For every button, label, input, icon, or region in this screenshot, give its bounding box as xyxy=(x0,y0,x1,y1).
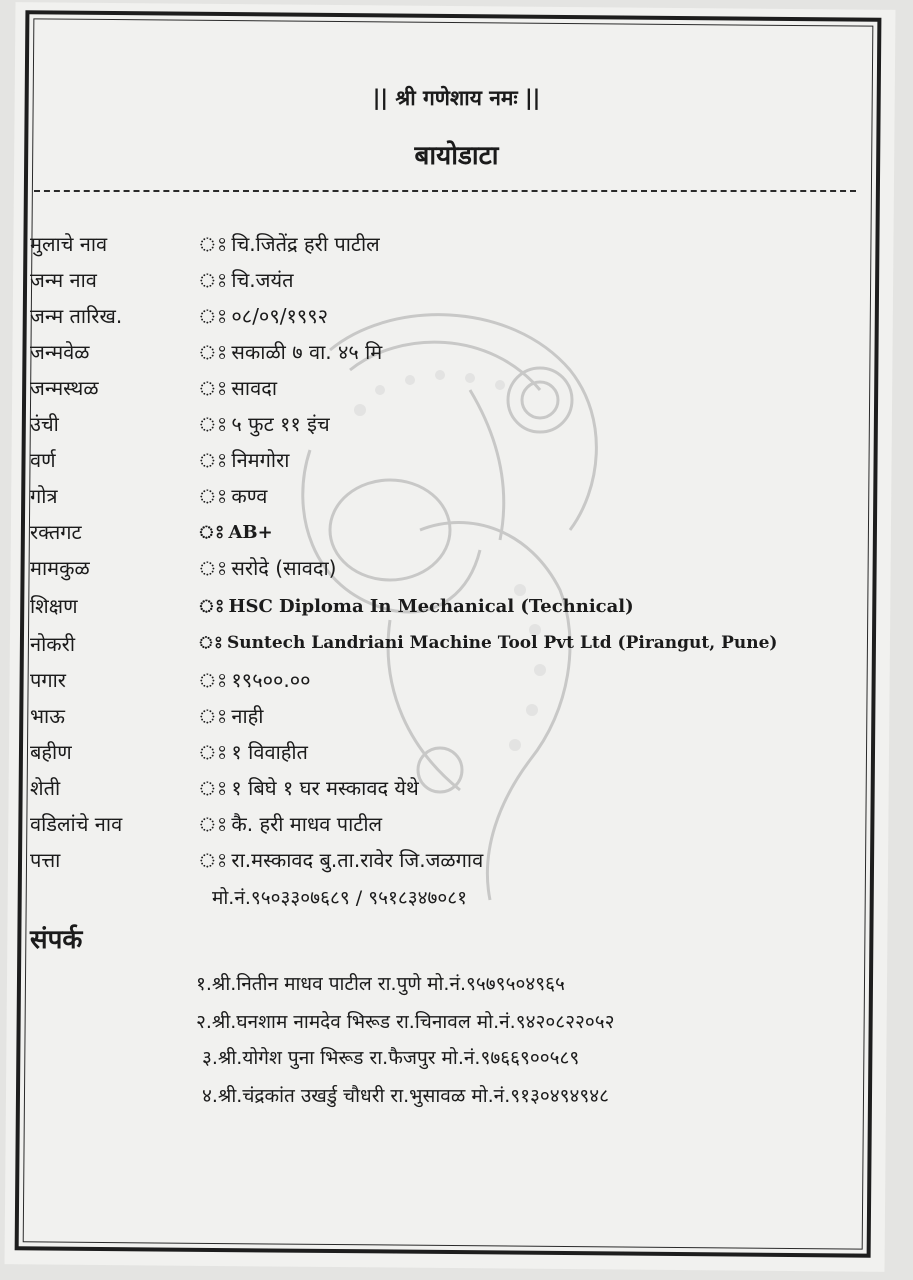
detail-value: ঃ कै. हरी माधव पाटील xyxy=(198,812,383,836)
detail-label: शेती xyxy=(30,776,61,800)
detail-value: ঃ १९५००.०० xyxy=(198,668,311,692)
contacts-heading: संपर्क xyxy=(30,925,83,955)
detail-value: ঃ चि.जितेंद्र हरी पाटील xyxy=(198,232,380,256)
detail-label: पगार xyxy=(30,668,66,692)
detail-label: जन्म नाव xyxy=(30,268,97,292)
detail-value: ঃ रा.मस्कावद बु.ता.रावेर जि.जळगाव xyxy=(198,848,484,872)
detail-value: ঃ सकाळी ७ वा. ४५ मि xyxy=(198,340,383,364)
detail-label: नोकरी xyxy=(30,632,75,656)
mobile-numbers: मो.नं.९५०३३०७६८९ / ९५१८३४७०८१ xyxy=(212,887,467,909)
detail-value: ঃ HSC Diploma In Mechanical (Technical) xyxy=(198,596,634,617)
detail-value: ঃ सावदा xyxy=(198,376,278,400)
detail-value: ঃ कण्व xyxy=(198,484,268,508)
detail-value: ঃ १ विवाहीत xyxy=(198,740,308,764)
contact-item: २.श्री.घनशाम नामदेव भिरूड रा.चिनावल मो.नं.९४२०८२२०५२ xyxy=(196,1011,615,1033)
detail-label: वर्ण xyxy=(30,448,56,472)
detail-value: ঃ AB+ xyxy=(198,522,273,543)
contact-item: १.श्री.नितीन माधव पाटील रा.पुणे मो.नं.९५७९५०४९६५ xyxy=(196,973,565,995)
dashed-divider xyxy=(34,190,856,192)
detail-label: जन्मवेळ xyxy=(30,340,90,364)
blessing-heading: || श्री गणेशाय नमः || xyxy=(372,86,541,110)
detail-value: ঃ निमगोरा xyxy=(198,448,290,472)
detail-label: जन्म तारिख. xyxy=(30,304,123,328)
contact-item: ४.श्री.चंद्रकांत उखर्डु चौधरी रा.भुसावळ मो.नं.९१३०४९४९४८ xyxy=(202,1085,610,1107)
detail-label: जन्मस्थळ xyxy=(30,376,99,400)
detail-label: गोत्र xyxy=(30,484,58,508)
detail-label: मामकुळ xyxy=(30,556,90,580)
detail-value: ঃ Suntech Landriani Machine Tool Pvt Ltd (Pirangut, Pune) xyxy=(198,633,778,653)
detail-label: मुलाचे नाव xyxy=(30,232,108,256)
detail-label: शिक्षण xyxy=(30,594,78,618)
contact-item: ३.श्री.योगेश पुना भिरूड रा.फैजपुर मो.नं.९७६६९००५८९ xyxy=(202,1047,580,1069)
detail-label: वडिलांचे नाव xyxy=(30,812,123,836)
detail-value: ঃ सरोदे (सावदा) xyxy=(198,556,337,580)
detail-label: भाऊ xyxy=(30,704,65,728)
detail-label: उंची xyxy=(30,412,59,436)
detail-value: ঃ ०८/०९/१९९२ xyxy=(198,304,329,328)
detail-value: ঃ ५ फुट ११ इंच xyxy=(198,412,330,436)
detail-label: पत्ता xyxy=(30,848,61,872)
page-title: बायोडाटा xyxy=(414,141,499,171)
detail-value: ঃ नाही xyxy=(198,704,264,728)
detail-label: रक्तगट xyxy=(30,520,82,544)
detail-label: बहीण xyxy=(30,740,72,764)
detail-value: ঃ १ बिघे १ घर मस्कावद येथे xyxy=(198,776,419,800)
detail-value: ঃ चि.जयंत xyxy=(198,268,294,292)
